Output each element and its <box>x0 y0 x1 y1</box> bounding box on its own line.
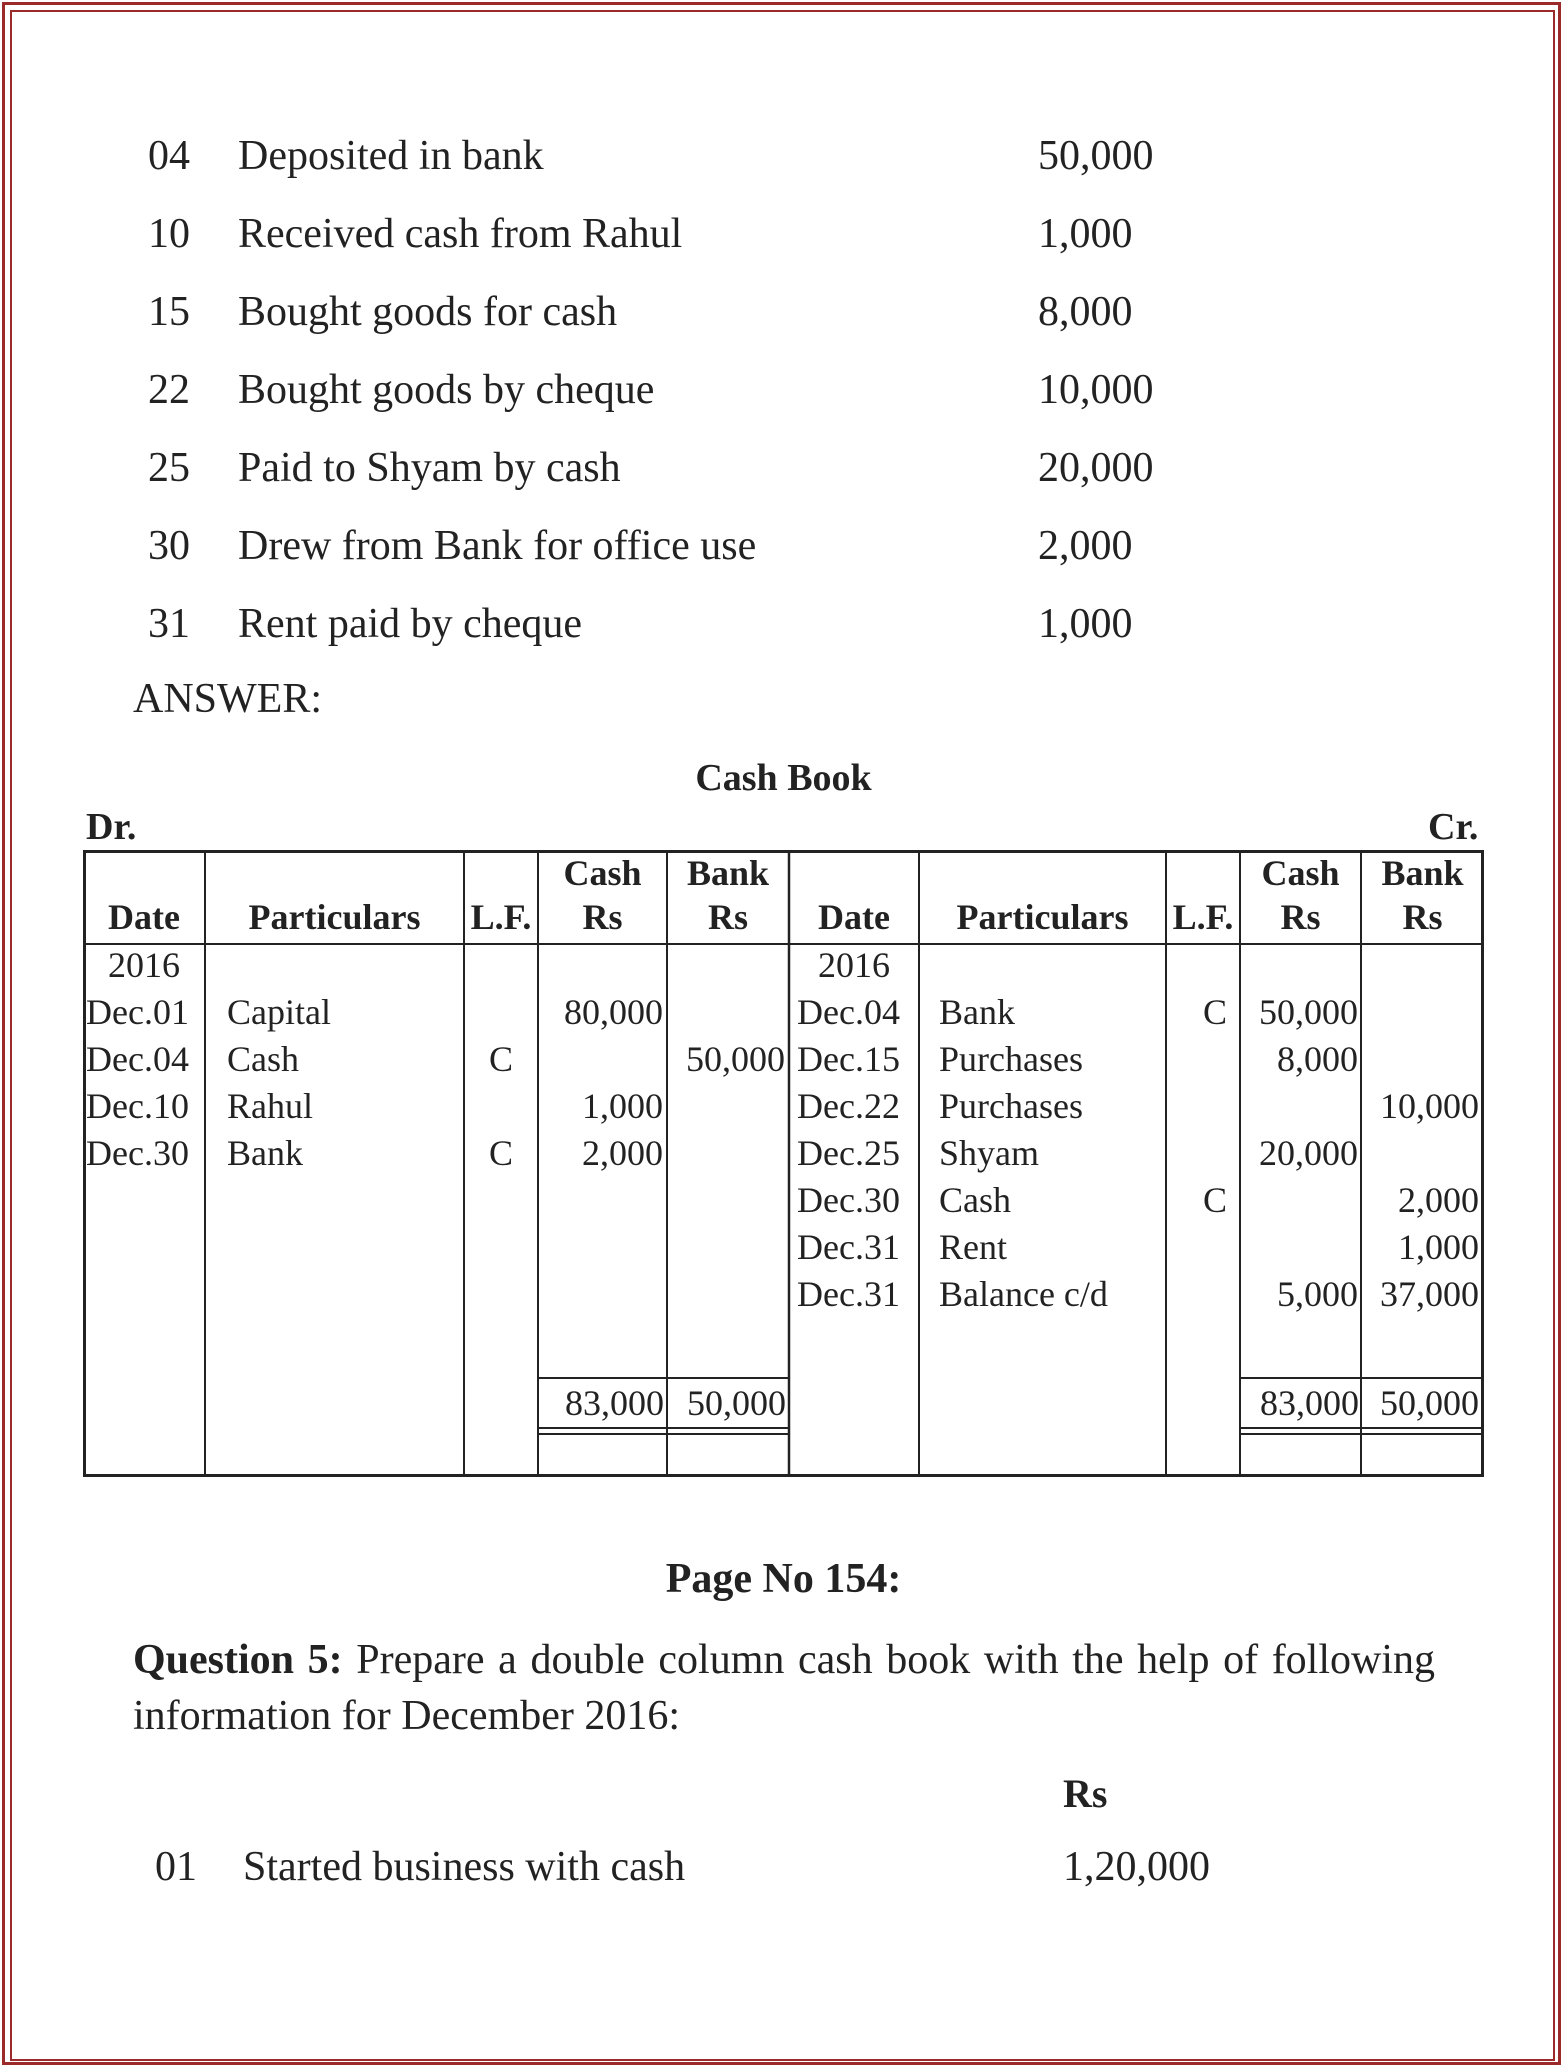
transaction-day: 10 <box>148 211 190 257</box>
debit-particulars: Rahul <box>227 1086 313 1126</box>
question-text <box>133 1632 1435 1744</box>
credit-date: Dec.31 <box>797 1274 900 1314</box>
credit-particulars: Rent <box>939 1227 1007 1267</box>
header-particulars: Particulars <box>956 897 1129 937</box>
credit-cash: 5,000 <box>1277 1274 1358 1314</box>
answer-label: ANSWER: <box>133 676 322 722</box>
credit-date: Dec.15 <box>797 1039 900 1079</box>
transaction-row <box>0 444 1567 504</box>
transaction-row <box>0 288 1567 348</box>
transaction-description: Started business with cash <box>243 1844 686 1890</box>
debit-cash: 80,000 <box>564 992 663 1032</box>
credit-date: Dec.22 <box>797 1086 900 1126</box>
header-bank-rs: Rs <box>1402 897 1443 937</box>
transaction-row <box>0 522 1567 582</box>
credit-cash-total: 83,000 <box>1260 1383 1359 1423</box>
transaction-day: 04 <box>148 133 190 179</box>
header-cash-rs: Rs <box>1280 897 1321 937</box>
credit-particulars: Shyam <box>939 1133 1040 1173</box>
transaction-amount: 50,000 <box>1038 133 1154 179</box>
header-date: Date <box>108 897 180 937</box>
page-number-heading: Page No 154: <box>665 1556 902 1602</box>
credit-date: Dec.30 <box>797 1180 900 1220</box>
transaction-description: Rent paid by cheque <box>238 601 583 647</box>
transaction-description: Bought goods for cash <box>238 289 618 335</box>
transaction-description: Received cash from Rahul <box>238 211 683 257</box>
debit-particulars: Cash <box>227 1039 299 1079</box>
transaction-amount: 1,000 <box>1038 211 1133 257</box>
credit-bank-total: 50,000 <box>1380 1383 1479 1423</box>
credit-lf: C <box>1202 992 1227 1032</box>
transaction-row <box>0 210 1567 270</box>
debit-bank-total: 50,000 <box>687 1383 786 1423</box>
transaction-description: Deposited in bank <box>238 133 544 179</box>
credit-bank: 1,000 <box>1398 1227 1479 1267</box>
debit-cash: 1,000 <box>582 1086 663 1126</box>
transaction-day: 15 <box>148 289 190 335</box>
transaction-day: 25 <box>148 445 190 491</box>
transaction-amount: 1,000 <box>1038 601 1133 647</box>
transaction-amount: 1,20,000 <box>1063 1844 1210 1890</box>
transaction-day: 01 <box>155 1844 197 1890</box>
credit-year: 2016 <box>818 945 890 985</box>
transaction-amount: 2,000 <box>1038 523 1133 569</box>
transaction-description: Drew from Bank for office use <box>238 523 757 569</box>
header-particulars: Particulars <box>248 897 421 937</box>
debit-lf: C <box>488 1039 513 1079</box>
credit-particulars: Balance c/d <box>939 1274 1108 1314</box>
credit-label: Cr. <box>1428 806 1479 848</box>
header-bank: Bank <box>1381 853 1464 893</box>
header-cash: Cash <box>1261 853 1340 893</box>
credit-date: Dec.04 <box>797 992 900 1032</box>
transaction-row <box>0 132 1567 192</box>
transaction-description: Bought goods by cheque <box>238 367 655 413</box>
cash-book-table <box>83 850 1484 1477</box>
transaction-amount: 10,000 <box>1038 367 1154 413</box>
debit-cash: 2,000 <box>582 1133 663 1173</box>
debit-bank: 50,000 <box>686 1039 785 1079</box>
debit-date: Dec.01 <box>86 992 189 1032</box>
header-cash-rs: Rs <box>582 897 623 937</box>
debit-particulars: Bank <box>227 1133 303 1173</box>
transaction-day: 22 <box>148 367 190 413</box>
credit-cash: 8,000 <box>1277 1039 1358 1079</box>
credit-cash: 20,000 <box>1259 1133 1358 1173</box>
credit-bank: 10,000 <box>1380 1086 1479 1126</box>
debit-year: 2016 <box>108 945 180 985</box>
debit-particulars: Capital <box>227 992 331 1032</box>
credit-lf: C <box>1202 1180 1227 1220</box>
credit-bank: 37,000 <box>1380 1274 1479 1314</box>
header-cash: Cash <box>563 853 642 893</box>
debit-date: Dec.30 <box>86 1133 189 1173</box>
rs-column-header: Rs <box>1063 1771 1108 1816</box>
transaction-amount: 20,000 <box>1038 445 1154 491</box>
debit-date: Dec.04 <box>86 1039 189 1079</box>
debit-cash-total: 83,000 <box>565 1383 664 1423</box>
header-bank: Bank <box>686 853 770 893</box>
header-bank-rs: Rs <box>707 897 748 937</box>
question-body: Prepare a double column cash book with the help of following information for December 2016: <box>133 1637 1436 1739</box>
credit-particulars: Purchases <box>939 1086 1083 1126</box>
transaction-row <box>0 366 1567 426</box>
transaction-day: 30 <box>148 523 190 569</box>
credit-particulars: Cash <box>939 1180 1011 1220</box>
debit-date: Dec.10 <box>86 1086 189 1126</box>
credit-date: Dec.31 <box>797 1227 900 1267</box>
question-label: Question 5: <box>133 1637 343 1683</box>
debit-lf: C <box>488 1133 513 1173</box>
debit-label: Dr. <box>86 806 137 848</box>
transaction-description: Paid to Shyam by cash <box>238 445 621 491</box>
transaction-row <box>0 600 1567 660</box>
credit-particulars: Bank <box>939 992 1015 1032</box>
header-date: Date <box>818 897 890 937</box>
credit-date: Dec.25 <box>797 1133 900 1173</box>
credit-bank: 2,000 <box>1398 1180 1479 1220</box>
header-lf: L.F. <box>470 897 532 937</box>
cash-book-title: Cash Book <box>695 757 872 799</box>
header-lf: L.F. <box>1172 897 1234 937</box>
transaction-amount: 8,000 <box>1038 289 1133 335</box>
credit-cash: 50,000 <box>1259 992 1358 1032</box>
credit-particulars: Purchases <box>939 1039 1083 1079</box>
transaction-day: 31 <box>148 601 190 647</box>
